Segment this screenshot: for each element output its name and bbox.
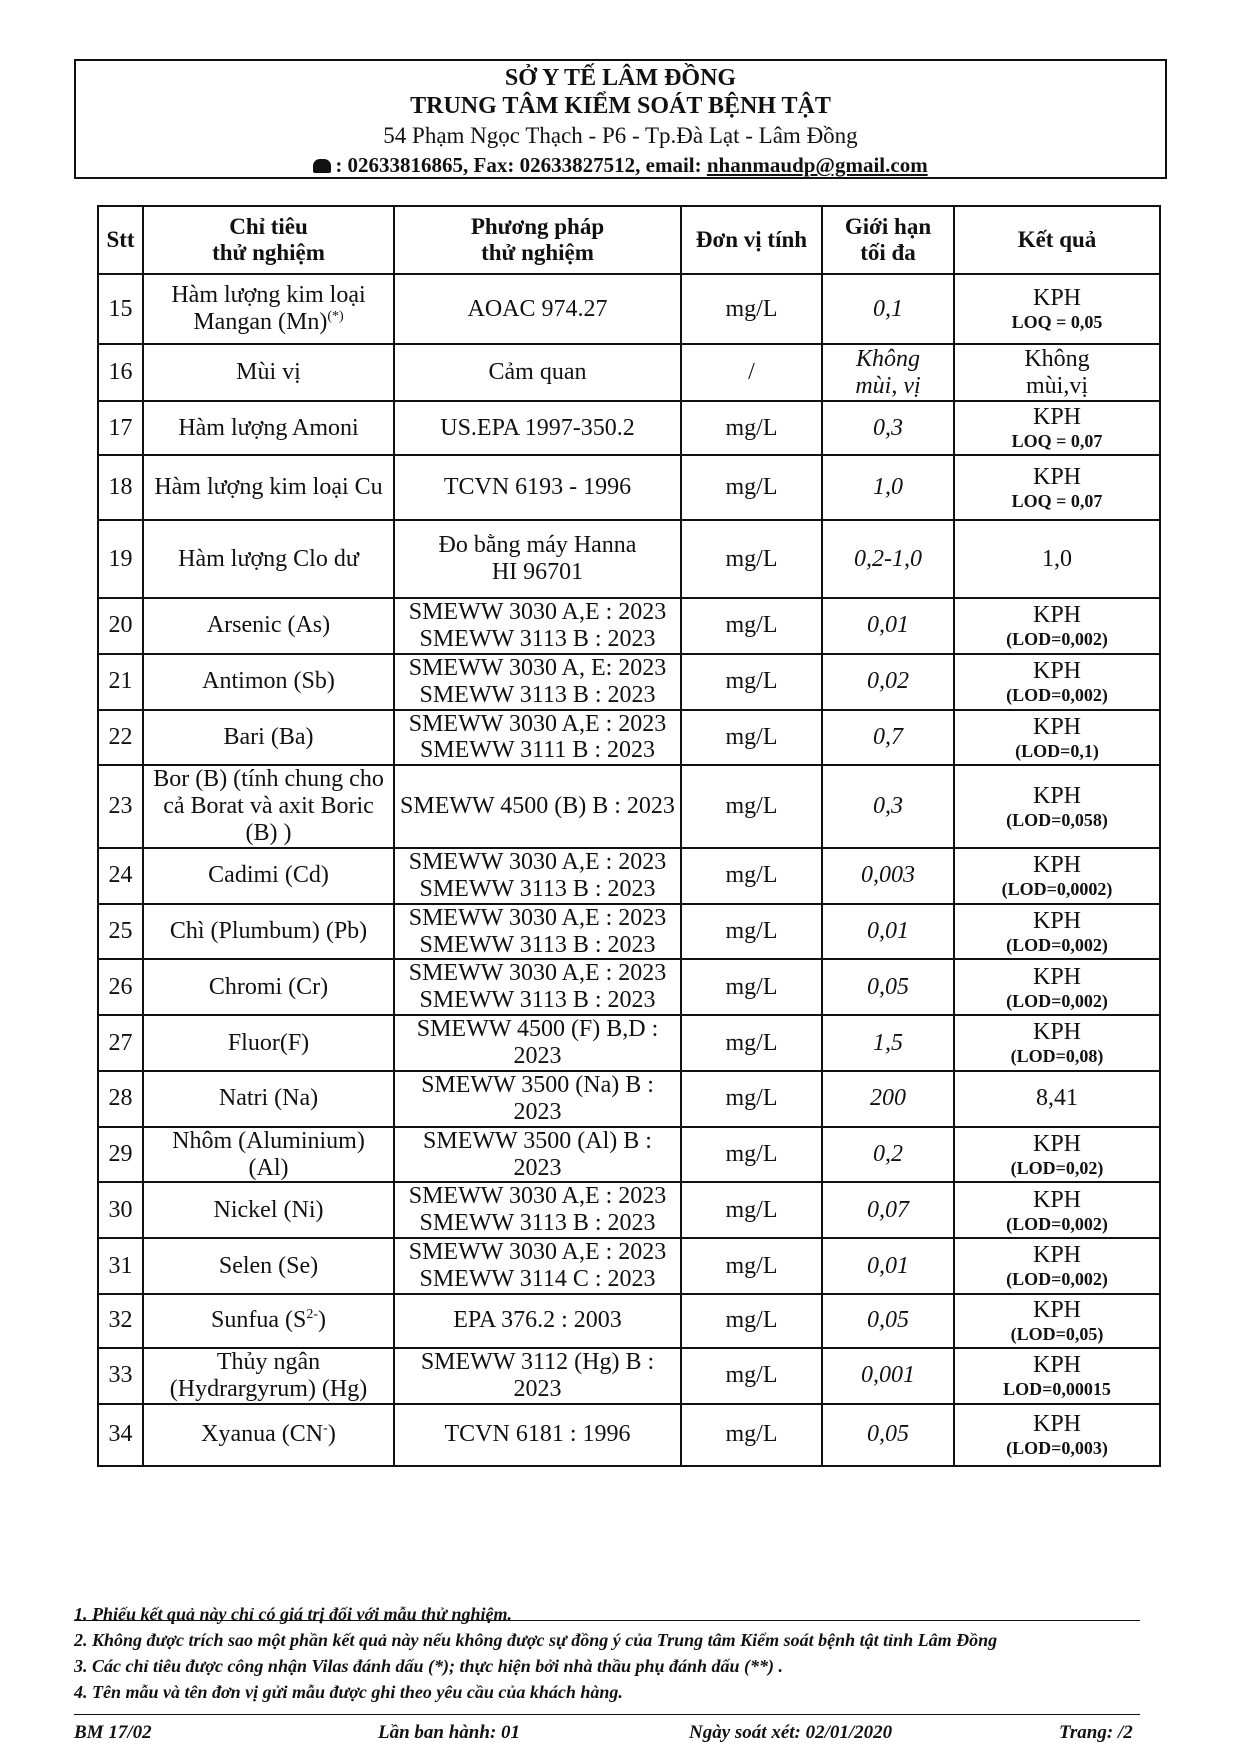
col-unit: Đơn vị tính — [681, 206, 822, 274]
cell-unit: mg/L — [681, 1238, 822, 1294]
detection-limit: LOD=0,00015 — [1003, 1379, 1111, 1400]
cell-unit: mg/L — [681, 598, 822, 654]
cell-unit: mg/L — [681, 1294, 822, 1348]
table-row — [98, 1348, 1160, 1404]
cell-result: KPH (LOD=0,05) — [954, 1294, 1160, 1348]
cell-stt: 24 — [98, 848, 143, 904]
cell-result: KPH LOD=0,00015 — [954, 1348, 1160, 1404]
cell-stt: 19 — [98, 520, 143, 598]
table-row — [98, 904, 1160, 960]
cell-criteria: Nickel (Ni) — [143, 1182, 394, 1238]
detection-limit: (LOD=0,002) — [1006, 1269, 1108, 1290]
cell-method: SMEWW 3030 A,E : 2023 SMEWW 3111 B : 2023 — [394, 710, 681, 766]
table-row — [98, 1238, 1160, 1294]
table-row — [98, 401, 1160, 455]
cell-stt: 30 — [98, 1182, 143, 1238]
cell-method: SMEWW 4500 (B) B : 2023 — [394, 765, 681, 848]
col-result: Kết quả — [954, 206, 1160, 274]
cell-criteria: Thủy ngân (Hydrargyrum) (Hg) — [143, 1348, 394, 1404]
cell-unit: mg/L — [681, 1015, 822, 1071]
col-stt: Stt — [98, 206, 143, 274]
cell-result: KPH (LOD=0,002) — [954, 1182, 1160, 1238]
cell-stt: 23 — [98, 765, 143, 848]
cell-stt: 33 — [98, 1348, 143, 1404]
cell-limit: 200 — [822, 1071, 954, 1127]
cell-method: TCVN 6193 - 1996 — [394, 455, 681, 520]
cell-result: 1,0 — [954, 520, 1160, 598]
table-row — [98, 1071, 1160, 1127]
cell-criteria: Cadimi (Cd) — [143, 848, 394, 904]
cell-stt: 21 — [98, 654, 143, 710]
contact-text: : 02633816865, Fax: 02633827512, email: — [335, 153, 707, 177]
table-row — [98, 1404, 1160, 1466]
cell-stt: 20 — [98, 598, 143, 654]
center-name: TRUNG TÂM KIỂM SOÁT BỆNH TẬT — [410, 93, 831, 119]
table-row — [98, 710, 1160, 766]
cell-unit: mg/L — [681, 455, 822, 520]
detection-limit: (LOD=0,002) — [1006, 1213, 1108, 1234]
cell-criteria: Xyanua (CN-) — [143, 1404, 394, 1466]
review-date: Ngày soát xét: 02/01/2020 — [689, 1722, 893, 1743]
cell-method: SMEWW 4500 (F) B,D : 2023 — [394, 1015, 681, 1071]
cell-criteria: Nhôm (Aluminium) (Al) — [143, 1127, 394, 1183]
table-row — [98, 959, 1160, 1015]
cell-unit: mg/L — [681, 959, 822, 1015]
detection-limit: (LOD=0,002) — [1006, 684, 1108, 705]
cell-method: TCVN 6181 : 1996 — [394, 1404, 681, 1466]
results-table — [97, 205, 1161, 1467]
table-row — [98, 848, 1160, 904]
table-row — [98, 1294, 1160, 1348]
form-code: BM 17/02 — [74, 1722, 152, 1743]
detection-limit: (LOD=0,05) — [1010, 1324, 1104, 1345]
cell-unit: mg/L — [681, 1071, 822, 1127]
detection-limit: (LOD=0,003) — [1006, 1437, 1108, 1458]
cell-limit: 0,01 — [822, 904, 954, 960]
cell-criteria: Hàm lượng Amoni — [143, 401, 394, 455]
cell-result: KPH (LOD=0,058) — [954, 765, 1160, 848]
email-link[interactable]: nhanmaudp@gmail.com — [706, 153, 928, 177]
phone-icon — [313, 159, 331, 173]
cell-unit: mg/L — [681, 710, 822, 766]
cell-result: KPH (LOD=0,0002) — [954, 848, 1160, 904]
cell-criteria: Mùi vị — [143, 344, 394, 401]
detection-limit: (LOD=0,058) — [1006, 809, 1108, 830]
detection-limit: (LOD=0,002) — [1006, 629, 1108, 650]
cell-unit: mg/L — [681, 904, 822, 960]
cell-stt: 25 — [98, 904, 143, 960]
detection-limit: (LOD=0,02) — [1010, 1157, 1104, 1178]
cell-limit: 0,01 — [822, 1238, 954, 1294]
footer-divider — [74, 1714, 1140, 1715]
cell-method: SMEWW 3030 A,E : 2023 SMEWW 3114 C : 2023 — [394, 1238, 681, 1294]
cell-stt: 16 — [98, 344, 143, 401]
cell-result: KPH (LOD=0,002) — [954, 598, 1160, 654]
cell-method: Cảm quan — [394, 344, 681, 401]
table-header-row — [98, 206, 1160, 274]
cell-unit: mg/L — [681, 848, 822, 904]
cell-unit: mg/L — [681, 520, 822, 598]
cell-method: SMEWW 3030 A,E : 2023 SMEWW 3113 B : 2023 — [394, 959, 681, 1015]
cell-method: SMEWW 3030 A,E : 2023 SMEWW 3113 B : 2023 — [394, 904, 681, 960]
cell-limit: 0,001 — [822, 1348, 954, 1404]
cell-stt: 34 — [98, 1404, 143, 1466]
cell-result: KPH LOQ = 0,07 — [954, 401, 1160, 455]
cell-limit: 0,7 — [822, 710, 954, 766]
table-row — [98, 598, 1160, 654]
cell-limit: 0,1 — [822, 274, 954, 344]
cell-stt: 32 — [98, 1294, 143, 1348]
page-number: Trang: /2 — [1059, 1722, 1133, 1743]
cell-method: Đo bằng máy Hanna HI 96701 — [394, 520, 681, 598]
cell-result: KPH (LOD=0,02) — [954, 1127, 1160, 1183]
cell-stt: 31 — [98, 1238, 143, 1294]
col-criteria: Chỉ tiêu thử nghiệm — [143, 206, 394, 274]
cell-limit: 0,05 — [822, 1294, 954, 1348]
cell-result: KPH (LOD=0,08) — [954, 1015, 1160, 1071]
cell-result: 8,41 — [954, 1071, 1160, 1127]
table-row — [98, 274, 1160, 344]
cell-limit: 0,05 — [822, 959, 954, 1015]
detection-limit: LOQ = 0,07 — [1011, 431, 1103, 452]
cell-criteria: Sunfua $(S^{2-})$ — [143, 1294, 394, 1348]
department-name: SỞ Y TẾ LÂM ĐỒNG — [504, 65, 737, 91]
cell-limit: 1,0 — [822, 455, 954, 520]
report-header — [74, 59, 1167, 179]
cell-limit: 0,3 — [822, 401, 954, 455]
cell-limit: Không mùi, vị — [822, 344, 954, 401]
cell-result: KPH (LOD=0,002) — [954, 1238, 1160, 1294]
cell-limit: 0,2 — [822, 1127, 954, 1183]
cell-limit: 0,01 — [822, 598, 954, 654]
notes-section — [74, 1601, 1134, 1705]
table-row — [98, 1127, 1160, 1183]
note-item: 2. Không được trích sao một phần kết quả này nếu không được sự đồng ý của Trung tâm Kiểm soát bệnh tật tỉnh Lâm Đồng — [74, 1630, 998, 1650]
table-row — [98, 520, 1160, 598]
cell-unit: / — [681, 344, 822, 401]
cell-unit: mg/L — [681, 1348, 822, 1404]
cell-result: KPH LOQ = 0,07 — [954, 455, 1160, 520]
cell-unit: mg/L — [681, 274, 822, 344]
cell-unit: mg/L — [681, 1182, 822, 1238]
cell-limit: 1,5 — [822, 1015, 954, 1071]
cell-stt: 28 — [98, 1071, 143, 1127]
table-row — [98, 654, 1160, 710]
cell-stt: 29 — [98, 1127, 143, 1183]
cell-stt: 27 — [98, 1015, 143, 1071]
cell-result: KPH LOQ = 0,05 — [954, 274, 1160, 344]
contact-line — [76, 153, 1165, 178]
cell-criteria: Hàm lượng kim loại Mangan (Mn)(*) — [143, 274, 394, 344]
table-row — [98, 765, 1160, 848]
cell-limit: 0,02 — [822, 654, 954, 710]
table-row — [98, 1015, 1160, 1071]
cell-method: SMEWW 3030 A,E : 2023 SMEWW 3113 B : 2023 — [394, 598, 681, 654]
cell-method: SMEWW 3112 (Hg) B : 2023 — [394, 1348, 681, 1404]
cell-criteria: Antimon (Sb) — [143, 654, 394, 710]
detection-limit: LOQ = 0,05 — [1011, 312, 1103, 333]
cell-stt: 26 — [98, 959, 143, 1015]
cell-result: KPH (LOD=0,002) — [954, 904, 1160, 960]
detection-limit: (LOD=0,0002) — [1001, 879, 1113, 900]
detection-limit: (LOD=0,1) — [1015, 740, 1099, 761]
cell-criteria: Selen (Se) — [143, 1238, 394, 1294]
page-footer — [74, 1718, 1174, 1748]
cell-unit: mg/L — [681, 1127, 822, 1183]
cell-result: KPH (LOD=0,002) — [954, 959, 1160, 1015]
cell-limit: 0,07 — [822, 1182, 954, 1238]
cell-method: SMEWW 3030 A,E : 2023 SMEWW 3113 B : 2023 — [394, 848, 681, 904]
note-item: 3. Các chỉ tiêu được công nhận Vilas đánh dấu (*); thực hiện bởi nhà thầu phụ đánh dấu (**) . — [74, 1656, 784, 1676]
cell-unit: mg/L — [681, 1404, 822, 1466]
detection-limit: (LOD=0,002) — [1006, 990, 1108, 1011]
cell-criteria: Natri (Na) — [143, 1071, 394, 1127]
address: 54 Phạm Ngọc Thạch - P6 - Tp.Đà Lạt - Lâm Đồng — [383, 123, 858, 148]
col-limit: Giới hạn tối đa — [822, 206, 954, 274]
cell-criteria: Arsenic (As) — [143, 598, 394, 654]
cell-method: SMEWW 3500 (Na) B : 2023 — [394, 1071, 681, 1127]
cell-criteria: Bari (Ba) — [143, 710, 394, 766]
cell-criteria: Chromi (Cr) — [143, 959, 394, 1015]
cell-method: US.EPA 1997-350.2 — [394, 401, 681, 455]
cell-criteria: Fluor(F) — [143, 1015, 394, 1071]
cell-limit: 0,2-1,0 — [822, 520, 954, 598]
cell-stt: 15 — [98, 274, 143, 344]
cell-result: KPH (LOD=0,003) — [954, 1404, 1160, 1466]
col-method: Phương pháp thử nghiệm — [394, 206, 681, 274]
cell-criteria: Hàm lượng kim loại Cu — [143, 455, 394, 520]
cell-criteria: Hàm lượng Clo dư — [143, 520, 394, 598]
detection-limit: (LOD=0,08) — [1010, 1046, 1104, 1067]
cell-limit: 0,3 — [822, 765, 954, 848]
table-row — [98, 1182, 1160, 1238]
cell-stt: 22 — [98, 710, 143, 766]
cell-method: SMEWW 3030 A,E : 2023 SMEWW 3113 B : 2023 — [394, 1182, 681, 1238]
cell-result: Không mùi,vị — [954, 344, 1160, 401]
cell-result: KPH (LOD=0,002) — [954, 654, 1160, 710]
detection-limit: LOQ = 0,07 — [1011, 490, 1103, 511]
cell-method: SMEWW 3030 A, E: 2023 SMEWW 3113 B : 2023 — [394, 654, 681, 710]
table-row — [98, 455, 1160, 520]
cell-stt: 17 — [98, 401, 143, 455]
cell-unit: mg/L — [681, 765, 822, 848]
cell-criteria: Chì (Plumbum) (Pb) — [143, 904, 394, 960]
cell-result: KPH (LOD=0,1) — [954, 710, 1160, 766]
cell-criteria: Bor (B) (tính chung cho cả Borat và axit Boric (B) ) — [143, 765, 394, 848]
table-row — [98, 344, 1160, 401]
cell-limit: 0,05 — [822, 1404, 954, 1466]
cell-limit: 0,003 — [822, 848, 954, 904]
notes-divider — [74, 1620, 1140, 1621]
cell-unit: mg/L — [681, 654, 822, 710]
cell-method: EPA 376.2 : 2003 — [394, 1294, 681, 1348]
edition: Lần ban hành: 01 — [378, 1722, 521, 1743]
detection-limit: (LOD=0,002) — [1006, 934, 1108, 955]
cell-unit: mg/L — [681, 401, 822, 455]
cell-method: SMEWW 3500 (Al) B : 2023 — [394, 1127, 681, 1183]
note-item: 4. Tên mẫu và tên đơn vị gửi mẫu được ghi theo yêu cầu của khách hàng. — [74, 1682, 623, 1702]
cell-stt: 18 — [98, 455, 143, 520]
cell-method: AOAC 974.27 — [394, 274, 681, 344]
note-item: 1. Phiếu kết quả này chỉ có giá trị đối với mẫu thử nghiệm. — [74, 1604, 512, 1624]
